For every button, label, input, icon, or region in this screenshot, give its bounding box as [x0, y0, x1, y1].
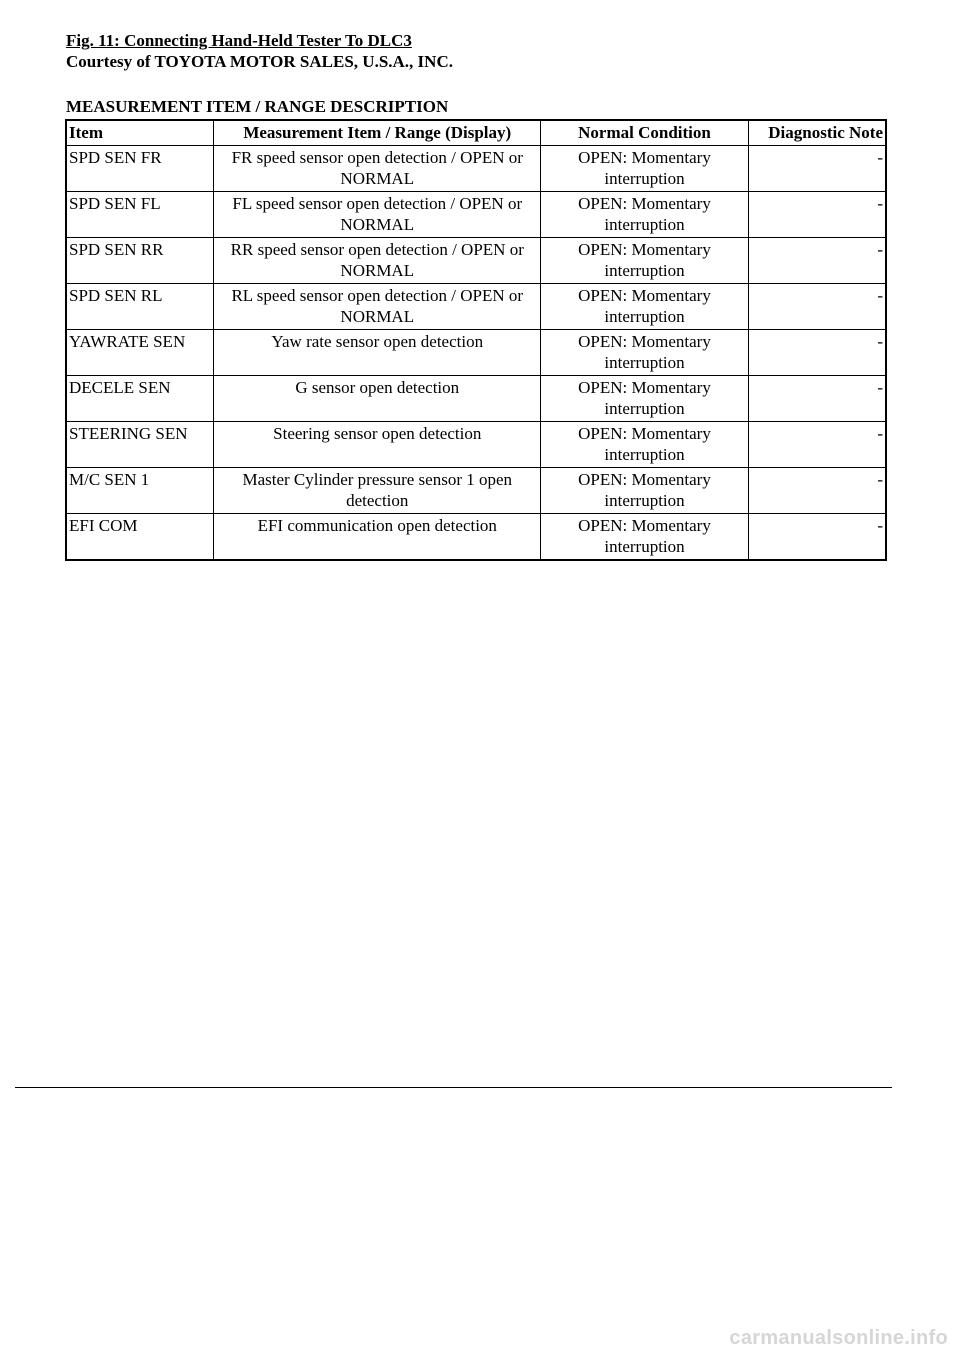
cell-diagnostic-note: -	[748, 376, 886, 422]
figure-title: Fig. 11: Connecting Hand-Held Tester To DLC3	[66, 31, 412, 50]
header-row	[66, 120, 886, 146]
watermark: carmanualsonline.info	[729, 1327, 948, 1349]
cell-diagnostic-note: -	[748, 468, 886, 514]
table-row	[66, 192, 886, 238]
table-row	[66, 422, 886, 468]
cell-diagnostic-note: -	[748, 146, 886, 192]
cell-measurement: FR speed sensor open detection / OPEN or NORMAL	[214, 146, 541, 192]
footer-divider	[15, 1087, 892, 1088]
cell-item: YAWRATE SEN	[66, 330, 214, 376]
table-row	[66, 238, 886, 284]
table-body	[66, 146, 886, 561]
cell-item: SPD SEN RR	[66, 238, 214, 284]
table-row	[66, 376, 886, 422]
cell-normal-condition: OPEN: Momentary interruption	[541, 192, 748, 238]
cell-diagnostic-note: -	[748, 330, 886, 376]
cell-normal-condition: OPEN: Momentary interruption	[541, 330, 748, 376]
cell-measurement: G sensor open detection	[214, 376, 541, 422]
cell-normal-condition: OPEN: Momentary interruption	[541, 376, 748, 422]
cell-measurement: RL speed sensor open detection / OPEN or NORMAL	[214, 284, 541, 330]
cell-measurement: RR speed sensor open detection / OPEN or NORMAL	[214, 238, 541, 284]
header-item: Item	[66, 120, 214, 146]
cell-item: STEERING SEN	[66, 422, 214, 468]
cell-measurement: Master Cylinder pressure sensor 1 open detection	[214, 468, 541, 514]
table-row	[66, 146, 886, 192]
table-row	[66, 330, 886, 376]
cell-item: EFI COM	[66, 514, 214, 561]
cell-item: DECELE SEN	[66, 376, 214, 422]
cell-normal-condition: OPEN: Momentary interruption	[541, 422, 748, 468]
cell-normal-condition: OPEN: Momentary interruption	[541, 468, 748, 514]
section-title: MEASUREMENT ITEM / RANGE DESCRIPTION	[66, 97, 449, 116]
cell-normal-condition: OPEN: Momentary interruption	[541, 146, 748, 192]
cell-measurement: FL speed sensor open detection / OPEN or NORMAL	[214, 192, 541, 238]
cell-normal-condition: OPEN: Momentary interruption	[541, 238, 748, 284]
table-row	[66, 514, 886, 561]
measurement-table	[65, 119, 887, 561]
table-header	[66, 120, 886, 146]
cell-measurement: Steering sensor open detection	[214, 422, 541, 468]
cell-item: M/C SEN 1	[66, 468, 214, 514]
cell-diagnostic-note: -	[748, 422, 886, 468]
cell-measurement: EFI communication open detection	[214, 514, 541, 561]
cell-diagnostic-note: -	[748, 238, 886, 284]
courtesy-line: Courtesy of TOYOTA MOTOR SALES, U.S.A., INC.	[66, 52, 453, 71]
header-diagnostic-note: Diagnostic Note	[748, 120, 886, 146]
cell-diagnostic-note: -	[748, 514, 886, 561]
cell-item: SPD SEN FL	[66, 192, 214, 238]
table-row	[66, 468, 886, 514]
cell-normal-condition: OPEN: Momentary interruption	[541, 514, 748, 561]
cell-diagnostic-note: -	[748, 192, 886, 238]
cell-measurement: Yaw rate sensor open detection	[214, 330, 541, 376]
table-row	[66, 284, 886, 330]
header-normal-condition: Normal Condition	[541, 120, 748, 146]
cell-item: SPD SEN FR	[66, 146, 214, 192]
cell-diagnostic-note: -	[748, 284, 886, 330]
header-measurement: Measurement Item / Range (Display)	[214, 120, 541, 146]
cell-item: SPD SEN RL	[66, 284, 214, 330]
cell-normal-condition: OPEN: Momentary interruption	[541, 284, 748, 330]
